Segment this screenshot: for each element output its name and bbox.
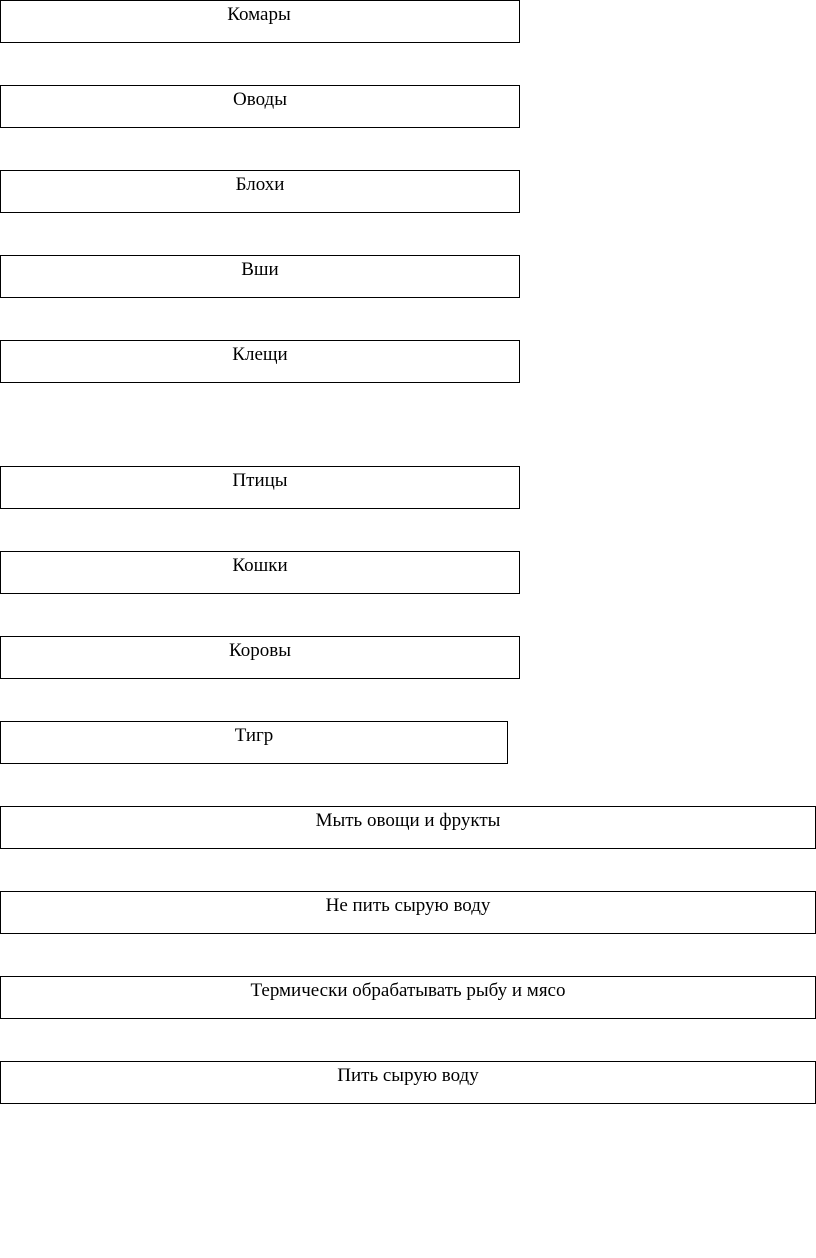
card-rule[interactable] [0,806,816,849]
card-label: Клещи [232,344,288,365]
card-rule[interactable] [0,976,816,1019]
card-label: Вши [241,259,279,280]
card-rule[interactable] [0,891,816,934]
card-label: Пить сырую воду [337,1065,479,1086]
card-label: Коровы [229,640,291,661]
card-parasite[interactable] [0,170,520,213]
card-host[interactable] [0,636,520,679]
card-label: Мыть овощи и фрукты [315,810,501,831]
card-label: Комары [227,4,291,25]
card-host[interactable] [0,721,508,764]
card-parasite[interactable] [0,255,520,298]
card-host[interactable] [0,551,520,594]
card-label: Термически обрабатывать рыбу и мясо [250,980,566,1001]
card-label: Оводы [233,89,287,110]
card-label: Птицы [232,470,288,491]
card-label: Не пить сырую воду [325,895,491,916]
card-rule[interactable] [0,1061,816,1104]
card-host[interactable] [0,466,520,509]
card-label: Кошки [232,555,288,576]
card-label: Тигр [234,725,274,746]
card-parasite[interactable] [0,85,520,128]
card-parasite[interactable] [0,0,520,43]
card-parasite[interactable] [0,340,520,383]
card-label: Блохи [235,174,285,195]
